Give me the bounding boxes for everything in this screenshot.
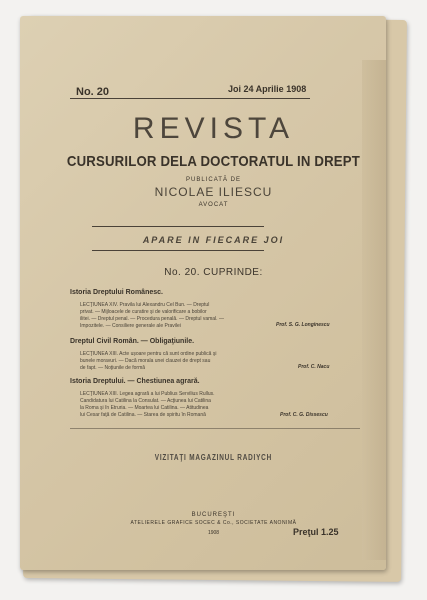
price-label: Preţul 1.25 — [293, 527, 339, 537]
publication-city: BUCUREŞTI — [191, 512, 236, 518]
publication-year: 1908 — [207, 530, 220, 536]
section-body-line: de fapt. — Noţiunile de formă — [80, 365, 146, 371]
section-body-line: ilitei. — Dreptul penal. — Procedura penală. — Dreptul vamal. — — [80, 316, 224, 322]
advertising-stamp: VIZITAŢI MAGAZINUL RADIYCH — [154, 453, 273, 462]
section-professor: Prof. C. G. Dissescu — [280, 412, 328, 418]
header-rule — [70, 98, 310, 99]
printer-name: ATELIERELE GRAFICE SOCEC & Co., SOCIETATE ANONIMĂ — [130, 520, 297, 526]
frequency-rule-top — [92, 226, 264, 227]
section-body-line: LECŢIUNEA XIII. Acte ușoare pentru că sunt ordine publică şi — [80, 351, 217, 357]
issue-number: No. 20 — [76, 86, 110, 98]
section-body-line: lui Cesar faţă de Catilina. — Starea de spiritu în Romană — [80, 412, 206, 418]
contents-heading: No. 20. CUPRINDE: — [164, 267, 263, 278]
journal-subtitle: CURSURILOR DELA DOCTORATUL IN DREPT — [66, 153, 361, 170]
section-body-line: la Roma şi în Etruria. — Moartea lui Catilina. — Atitudinea — [80, 405, 209, 411]
section-body-line: bunele moravuri. — Dacă morala unei clauzei de drept sau — [80, 358, 211, 364]
frequency-rule-bottom — [92, 250, 264, 251]
author-name: NICOLAE ILIESCU — [154, 185, 273, 199]
journal-title: REVISTA — [132, 112, 295, 145]
section-body-line: privat. — Mijloacele de curatire şi de valorificare a bobilor — [80, 309, 207, 315]
section-body-line: Candidatura lui Catilina la Consulat. — Acţiunea lui Catilina — [80, 398, 211, 404]
published-by-label: PUBLICATĂ DE — [186, 177, 241, 183]
section-heading: Istoria Dreptului Românesc. — [70, 289, 163, 296]
section-body-line: Impozitele. — Consiliere generale ale Pravilei — [80, 323, 181, 329]
section-body-line: LECŢIUNEA XIII. Legea agrară a lui Publius Servilius Rullus. — [80, 391, 215, 397]
section-heading: Dreptul Civil Român. — Obligaţiunile. — [70, 338, 195, 345]
issue-date: Joi 24 Aprilie 1908 — [228, 84, 307, 94]
author-role: AVOCAT — [198, 202, 229, 208]
section-heading: Istoria Dreptului. — Chestiunea agrară. — [70, 378, 200, 385]
section-body-line: LECŢIUNEA XIV. Pravila lui Alexandru Cel Bun. — Dreptul — [80, 302, 210, 308]
section-professor: Prof. S. G. Longinescu — [276, 322, 330, 328]
section-professor: Prof. C. Nacu — [298, 364, 330, 370]
frequency-banner: APARE IN FIECARE JOI — [142, 235, 285, 245]
contents-rule — [70, 428, 360, 429]
